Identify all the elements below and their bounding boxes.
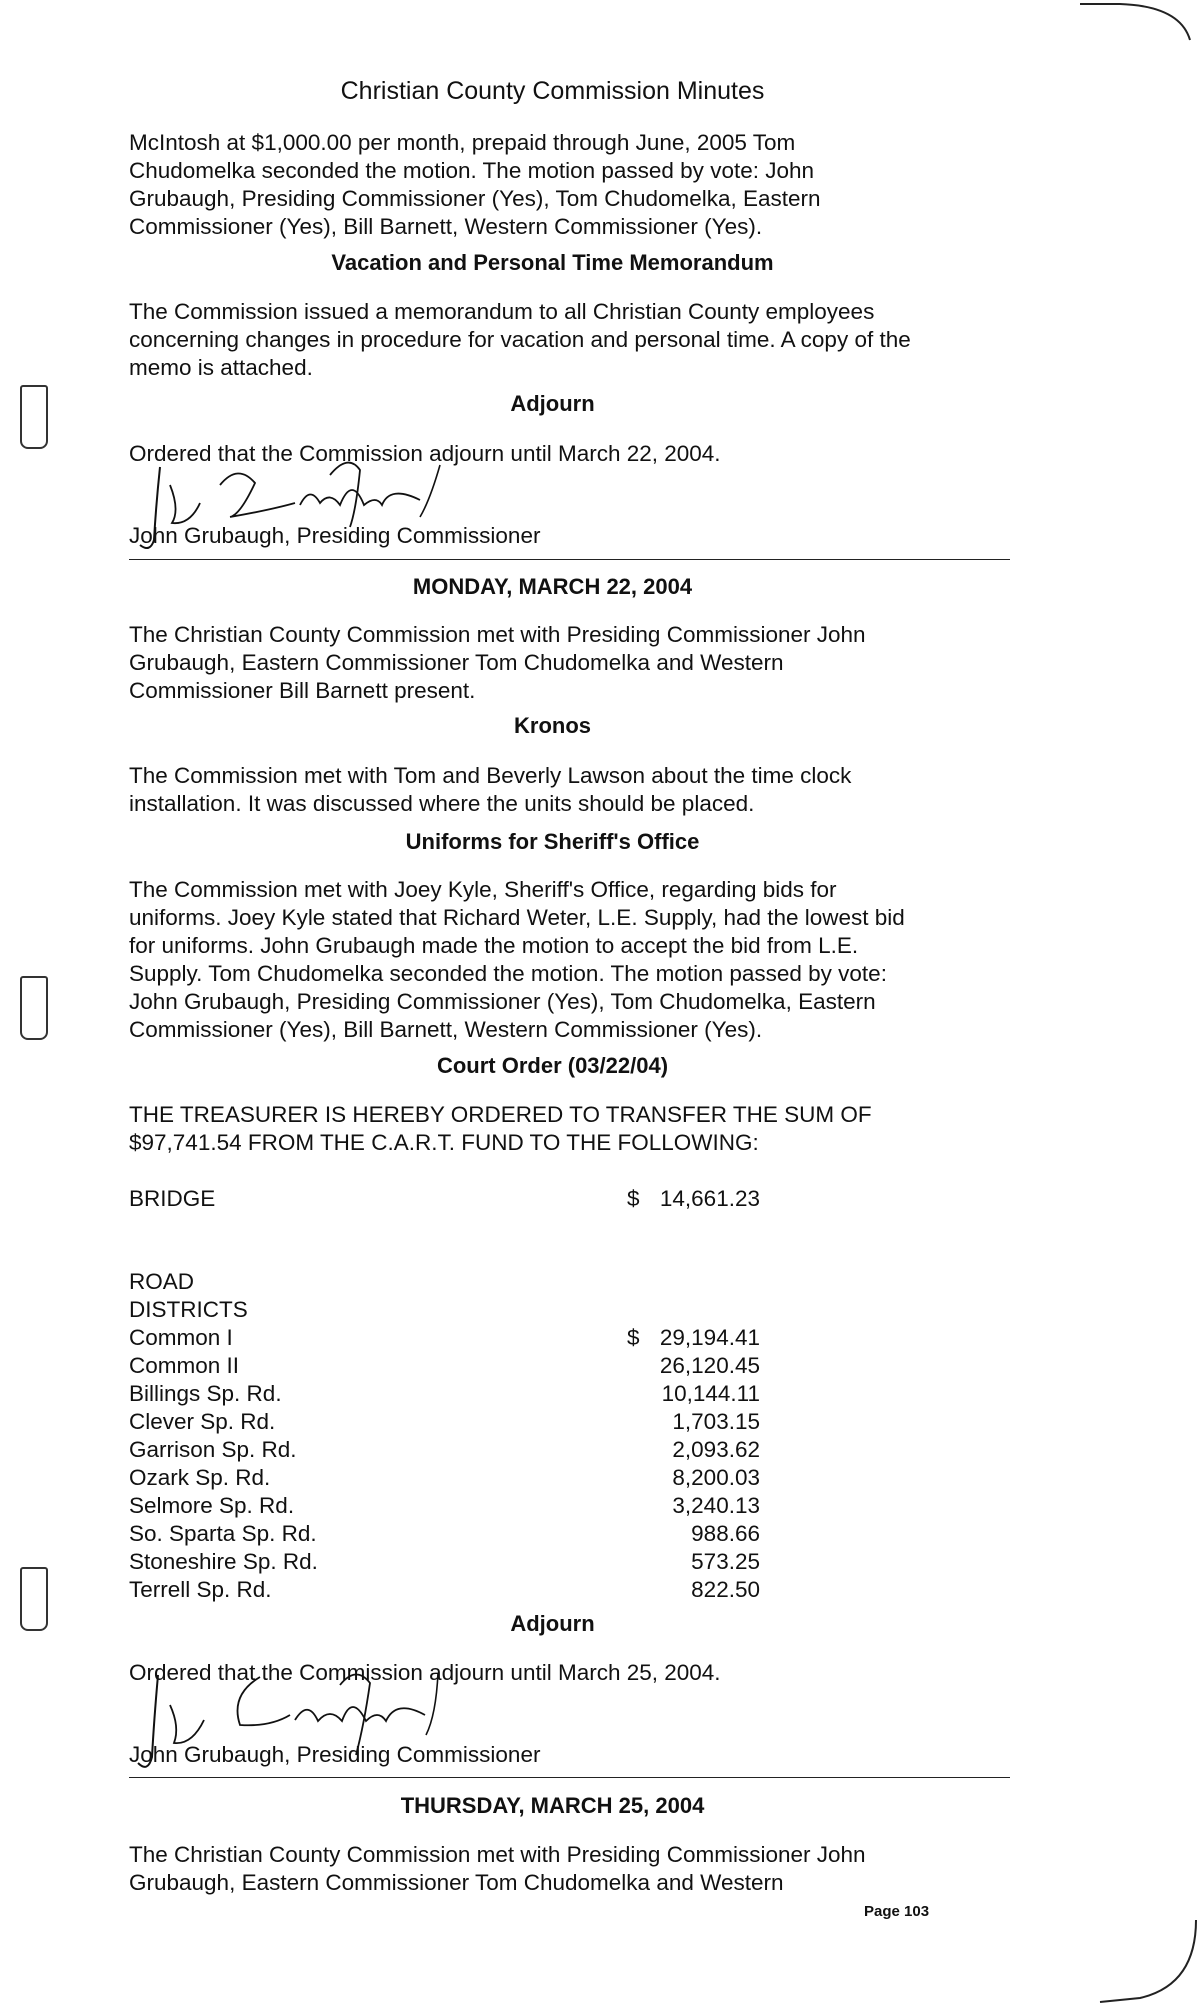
text-line: The Christian County Commission met with Presiding Commissioner John — [129, 622, 866, 647]
text-line: John Grubaugh, Presiding Commissioner (Yes), Tom Chudomelka, Eastern — [129, 989, 876, 1014]
text-line: $97,741.54 FROM THE C.A.R.T. FUND TO THE FOLLOWING: — [129, 1130, 759, 1155]
bridge-amount: 14,661.23 — [659, 1186, 760, 1211]
district-name: Stoneshire Sp. Rd. — [129, 1549, 318, 1574]
road-label: ROAD — [129, 1269, 195, 1294]
text-line: uniforms. Joey Kyle stated that Richard Weter, L.E. Supply, had the lowest bid — [129, 905, 905, 930]
bridge-label: BRIDGE — [129, 1186, 216, 1211]
signature-rule-1 — [129, 559, 1010, 560]
districts-dollar-sign: $ — [627, 1325, 640, 1350]
district-name: Garrison Sp. Rd. — [129, 1437, 297, 1462]
adjourn-order-2: Ordered that the Commission adjourn until March 25, 2004. — [129, 1660, 721, 1685]
signature-caption-1: John Grubaugh, Presiding Commissioner — [129, 523, 541, 548]
text-line: Grubaugh, Eastern Commissioner Tom Chudomelka and Western — [129, 650, 784, 675]
text-line: Grubaugh, Presiding Commissioner (Yes), Tom Chudomelka, Eastern — [129, 186, 821, 211]
text-line: for uniforms. John Grubaugh made the motion to accept the bid from L.E. — [129, 933, 859, 958]
court-order-heading: Court Order (03/22/04) — [436, 1053, 669, 1078]
page-title: Christian County Commission Minutes — [340, 77, 765, 105]
text-line: The Commission met with Tom and Beverly Lawson about the time clock — [129, 763, 852, 788]
district-name: Clever Sp. Rd. — [129, 1409, 276, 1434]
signature-rule-2 — [129, 1777, 1010, 1778]
district-amount: 2,093.62 — [672, 1437, 760, 1462]
district-amount: 29,194.41 — [659, 1325, 760, 1350]
vacation-paragraph — [129, 298, 911, 382]
district-name: So. Sparta Sp. Rd. — [129, 1521, 317, 1546]
binder-hole-middle — [20, 976, 48, 1040]
text-line: Chudomelka seconded the motion. The motion passed by vote: John — [129, 158, 815, 183]
text-line: Commissioner (Yes), Bill Barnett, Western Commissioner (Yes). — [129, 1017, 763, 1042]
district-name: Ozark Sp. Rd. — [129, 1465, 271, 1490]
text-line: THE TREASURER IS HEREBY ORDERED TO TRANSFER THE SUM OF — [129, 1102, 872, 1127]
district-name: Common I — [129, 1325, 233, 1350]
text-line: Commissioner Bill Barnett present. — [129, 678, 476, 703]
districts-label: DISTRICTS — [129, 1297, 248, 1322]
district-amount: 1,703.15 — [672, 1409, 760, 1434]
district-amount: 3,240.13 — [672, 1493, 760, 1518]
district-name: Terrell Sp. Rd. — [129, 1577, 272, 1602]
text-line: installation. It was discussed where the units should be placed. — [129, 791, 755, 816]
thursday-paragraph — [129, 1841, 866, 1897]
district-amount: 10,144.11 — [661, 1381, 760, 1406]
district-name: Selmore Sp. Rd. — [129, 1493, 295, 1518]
text-line: The Commission met with Joey Kyle, Sheriff's Office, regarding bids for — [129, 877, 837, 902]
text-line: memo is attached. — [129, 355, 313, 380]
bridge-dollar-sign: $ — [627, 1186, 640, 1211]
uniforms-paragraph — [129, 876, 905, 1044]
text-line: concerning changes in procedure for vacation and personal time. A copy of the — [129, 327, 911, 352]
district-amount: 822.50 — [691, 1577, 760, 1602]
intro-paragraph — [129, 129, 821, 241]
adjourn-heading-2: Adjourn — [510, 1611, 595, 1636]
text-line: Supply. Tom Chudomelka seconded the motion. The motion passed by vote: — [129, 961, 887, 986]
district-name: Common II — [129, 1353, 240, 1378]
court-order-paragraph — [129, 1101, 872, 1157]
text-line: McIntosh at $1,000.00 per month, prepaid through June, 2005 Tom — [129, 130, 796, 155]
monday-heading: MONDAY, MARCH 22, 2004 — [412, 574, 693, 599]
text-line: The Commission issued a memorandum to all Christian County employees — [129, 299, 875, 324]
district-name: Billings Sp. Rd. — [129, 1381, 282, 1406]
district-amount: 573.25 — [691, 1549, 760, 1574]
vacation-heading: Vacation and Personal Time Memorandum — [331, 250, 774, 275]
kronos-paragraph — [129, 762, 851, 818]
thursday-heading: THURSDAY, MARCH 25, 2004 — [400, 1793, 705, 1818]
monday-paragraph — [129, 621, 866, 705]
text-line: Commissioner (Yes), Bill Barnett, Western Commissioner (Yes). — [129, 214, 763, 239]
signature-caption-2: John Grubaugh, Presiding Commissioner — [129, 1742, 541, 1767]
text-line: The Christian County Commission met with Presiding Commissioner John — [129, 1842, 866, 1867]
page-number: Page 103 — [864, 1903, 930, 1920]
district-amount: 26,120.45 — [659, 1353, 760, 1378]
adjourn-order-1: Ordered that the Commission adjourn until March 22, 2004. — [129, 441, 721, 466]
district-amount: 8,200.03 — [672, 1465, 760, 1490]
uniforms-heading: Uniforms for Sheriff's Office — [405, 829, 700, 854]
page-edge-curve — [1080, 0, 1200, 2005]
district-amount: 988.66 — [691, 1521, 760, 1546]
kronos-heading: Kronos — [514, 713, 591, 738]
adjourn-heading-1: Adjourn — [510, 391, 595, 416]
text-line: Grubaugh, Eastern Commissioner Tom Chudomelka and Western — [129, 1870, 784, 1895]
